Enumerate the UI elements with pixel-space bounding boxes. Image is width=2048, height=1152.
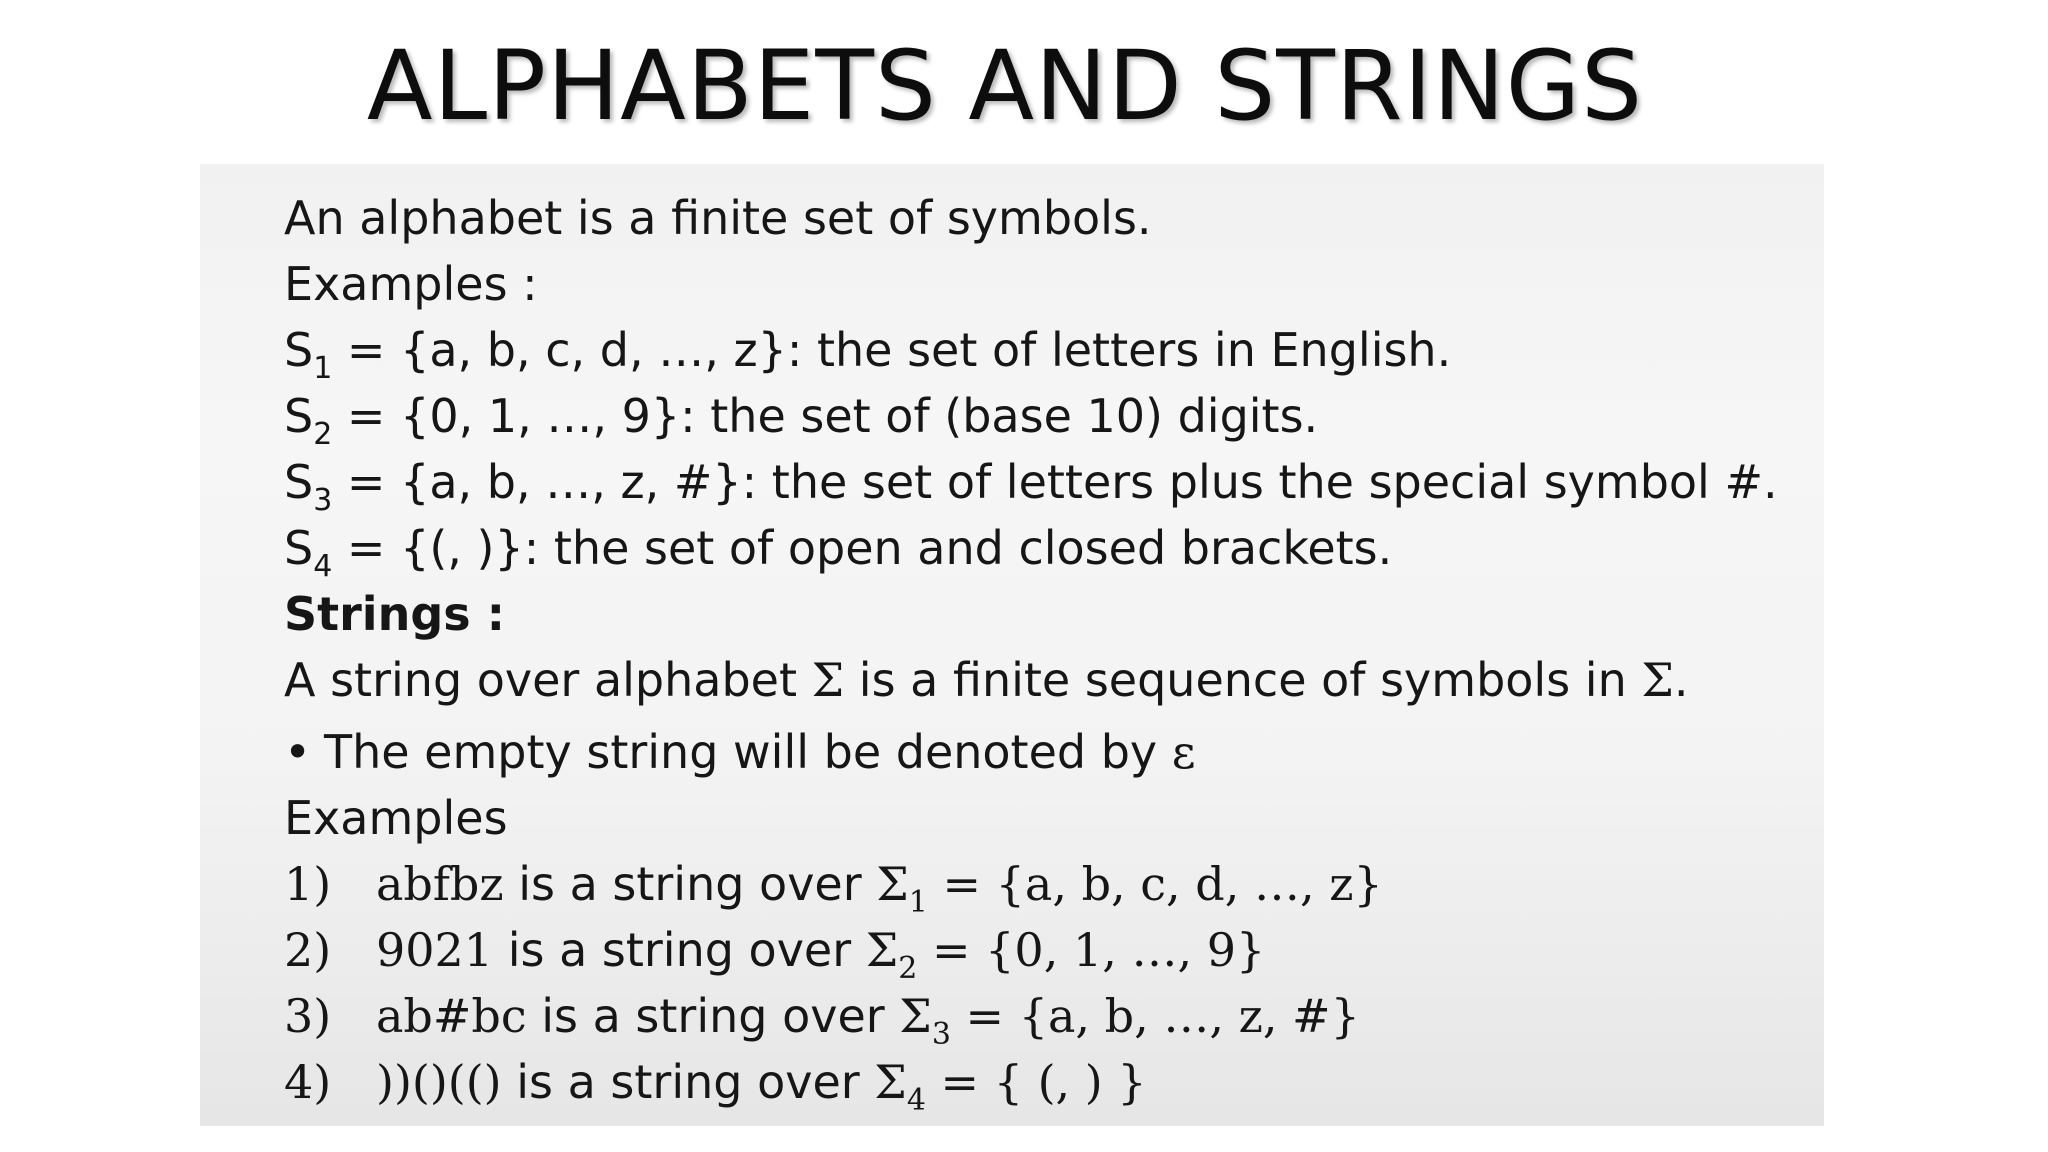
set-s4-line xyxy=(284,518,1392,585)
string-example-4 xyxy=(284,1052,1147,1119)
definition-middle: is a finite sequence of symbols in xyxy=(844,653,1642,707)
example-string: abfbz xyxy=(376,857,504,911)
example-number: 4) xyxy=(284,1055,332,1109)
set-description: = {a, b, c, d, …, z}: the set of letters in English. xyxy=(332,323,1452,377)
string-example-1 xyxy=(284,854,1383,921)
example-string: ))()(() xyxy=(376,1055,502,1109)
example-string: ab#bc xyxy=(376,989,527,1043)
example-phrase: is a string over xyxy=(493,923,866,977)
sigma-symbol: Σ xyxy=(874,1055,907,1109)
example-string: 9021 xyxy=(376,923,494,977)
sigma-subscript: 4 xyxy=(906,1083,926,1118)
set-symbol: S xyxy=(284,389,314,443)
set-s2-line xyxy=(284,386,1318,453)
sigma-symbol: Σ xyxy=(1641,653,1674,707)
example-set: = { (, ) } xyxy=(925,1055,1147,1109)
empty-string-bullet xyxy=(284,722,1196,782)
set-description: = {0, 1, …, 9}: the set of (base 10) digits. xyxy=(332,389,1319,443)
example-number: 1) xyxy=(284,857,332,911)
string-example-2 xyxy=(284,920,1265,987)
sigma-subscript: 1 xyxy=(908,885,928,920)
bullet-icon: • xyxy=(284,725,312,779)
set-subscript: 3 xyxy=(313,483,333,518)
sigma-symbol: Σ xyxy=(865,923,899,977)
set-subscript: 1 xyxy=(313,351,333,386)
sigma-symbol: Σ xyxy=(876,857,909,911)
string-examples-heading: Examples xyxy=(284,791,508,845)
sigma-symbol: Σ xyxy=(899,989,932,1043)
bullet-text: The empty string will be denoted by xyxy=(324,725,1172,779)
example-set: = {a, b, c, d, …, z} xyxy=(927,857,1383,911)
sigma-subscript: 3 xyxy=(931,1017,951,1052)
sigma-symbol: Σ xyxy=(811,653,845,707)
alphabet-definition: An alphabet is a finite set of symbols. xyxy=(284,191,1152,245)
set-s3-line xyxy=(284,452,1778,519)
example-phrase: is a string over xyxy=(501,1055,875,1109)
sigma-subscript: 2 xyxy=(898,951,918,986)
set-subscript: 2 xyxy=(313,417,333,452)
set-symbol: S xyxy=(284,455,314,509)
example-set: = {a, b, …, z, #} xyxy=(950,989,1360,1043)
example-number: 2) xyxy=(284,923,332,977)
strings-heading: Strings : xyxy=(284,587,506,641)
set-symbol: S xyxy=(284,521,314,575)
definition-prefix: A string over alphabet xyxy=(284,653,812,707)
example-set: = {0, 1, …, 9} xyxy=(917,923,1266,977)
set-description: = {a, b, …, z, #}: the set of letters plus the special symbol #. xyxy=(332,455,1778,509)
alphabet-examples-heading: Examples : xyxy=(284,257,538,311)
string-example-3 xyxy=(284,986,1360,1053)
string-definition xyxy=(284,650,1689,710)
example-phrase: is a string over xyxy=(526,989,900,1043)
set-subscript: 4 xyxy=(313,549,333,584)
example-number: 3) xyxy=(284,989,332,1043)
set-description: = {(, )}: the set of open and closed brackets. xyxy=(332,521,1393,575)
example-phrase: is a string over xyxy=(503,857,877,911)
epsilon-symbol: ε xyxy=(1171,725,1196,779)
definition-suffix: . xyxy=(1673,653,1689,707)
slide-title: ALPHABETS AND STRINGS xyxy=(366,30,1644,142)
content-panel xyxy=(200,164,1824,1126)
set-symbol: S xyxy=(284,323,314,377)
set-s1-line xyxy=(284,320,1451,387)
